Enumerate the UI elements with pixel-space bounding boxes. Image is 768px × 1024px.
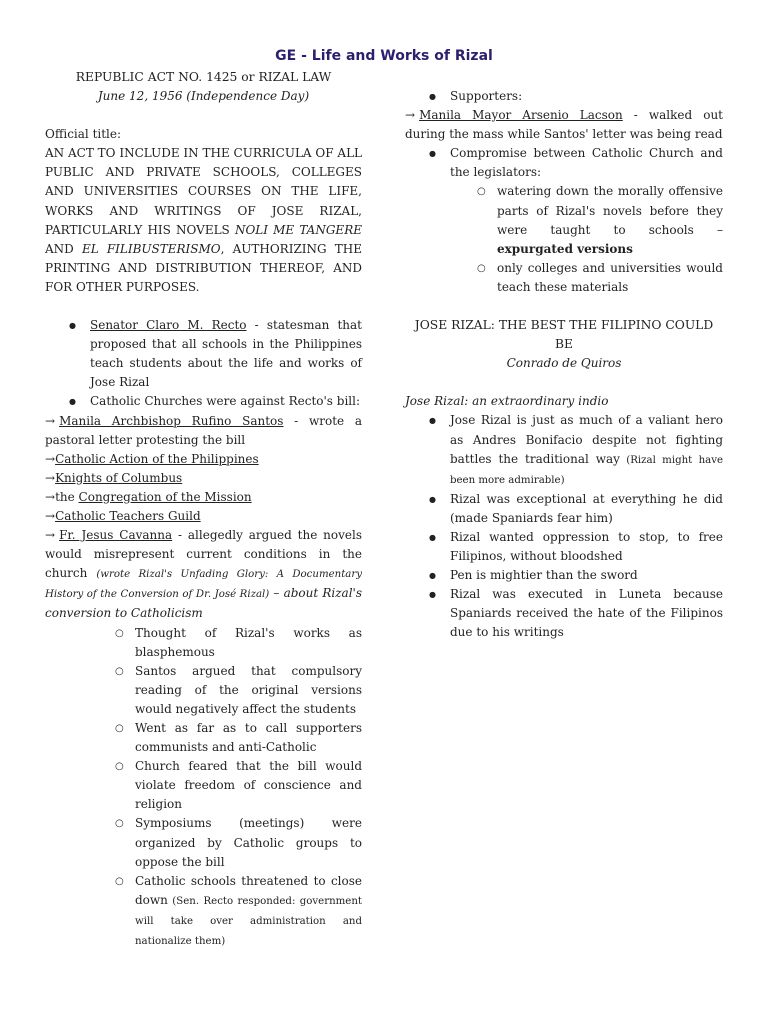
arrow-item-congregation: →the Congregation of the Mission bbox=[45, 489, 252, 504]
bullet-compromise: ● Compromise between Catholic Church and the legislators: bbox=[405, 144, 723, 182]
sub-item-communists: ○ Went as far as to call supporters communists and anti-Catholic bbox=[45, 719, 362, 757]
article-title: JOSE RIZAL: THE BEST THE FILIPINO COULD BE bbox=[414, 318, 714, 352]
sub-item-colleges: ○ only colleges and universities would teach these materials bbox=[405, 259, 723, 297]
sub-item-compulsory: ○ Santos argued that compulsory reading of the original versions would negatively affect the students bbox=[45, 662, 362, 719]
article-author: Conrado de Quiros bbox=[506, 356, 622, 371]
arrow-item-knights: →Knights of Columbus bbox=[45, 470, 183, 485]
law-title: REPUBLIC ACT NO. 1425 or RIZAL LAW bbox=[75, 70, 332, 84]
sub-item-freedom: ○ Church feared that the bill would violate freedom of conscience and religion bbox=[45, 757, 362, 814]
bullet-pen-sword: ● Pen is mightier than the sword bbox=[405, 566, 723, 585]
bullet-supporters: ● Supporters: bbox=[405, 87, 723, 106]
sub-item-blasphemous: ○ Thought of Rizal's works as blasphemous bbox=[45, 624, 362, 662]
sub-item-watering-down: ○ watering down the morally offensive parts of Rizal's novels before they were taught to schools – expurgated versions bbox=[405, 182, 723, 258]
sub-item-symposiums: ○ Symposiums (meetings) were organized by Catholic groups to oppose the bill bbox=[45, 814, 362, 871]
bullet-exceptional: ● Rizal was exceptional at everything he did (made Spaniards fear him) bbox=[405, 490, 723, 528]
arrow-item-catholic-action: →Catholic Action of the Philippines bbox=[45, 451, 259, 466]
left-column bbox=[45, 68, 362, 951]
right-column bbox=[405, 87, 723, 642]
bullet-valiant-hero: ● Jose Rizal is just as much of a valiant hero as Andres Bonifacio despite not fighting battles the traditional way (Rizal might have been more admirable) bbox=[405, 411, 723, 489]
official-title-label: Official title: bbox=[45, 127, 122, 142]
section-title: Jose Rizal: an extraordinary indio bbox=[405, 394, 609, 409]
bullet-catholic-churches: ● Catholic Churches were against Recto's bill: bbox=[45, 392, 362, 411]
official-title-text: AN ACT TO INCLUDE IN THE CURRICULA OF ALL PUBLIC AND PRIVATE SCHOOLS, COLLEGES AND UNIVERSITIES COURSES ON THE LIFE, WORKS AND WRITINGS OF JOSE RIZAL, PARTICULARLY HIS NOVELS NOLI ME TANGERE AND EL FILIBUSTERISMO, AUTHORIZING THE PRINTING AND DISTRIBUTION THEREOF, AND FOR OTHER PURPOSES. bbox=[45, 146, 362, 294]
bullet-executed: ● Rizal was executed in Luneta because Spaniards received the hate of the Filipinos due to his writings bbox=[405, 585, 723, 642]
arrow-item-teachers-guild: →Catholic Teachers Guild bbox=[45, 508, 201, 523]
arrow-item-santos: → Manila Archbishop Rufino Santos - wrote a pastoral letter protesting the bill bbox=[45, 413, 363, 447]
arrow-item-cavanna: → Fr. Jesus Cavanna - allegedly argued the novels would misrepresent current conditions in the church (wrote Rizal's Unfading Glory: A Documentary History of the Conversion of Dr. José Rizal) – about Rizal's conversion to Catholicism bbox=[45, 528, 362, 621]
bullet-recto: ● Senator Claro M. Recto - statesman that proposed that all schools in the Philippines teach students about the life and works of Jose Rizal bbox=[45, 316, 362, 392]
sub-item-close-down: ○ Catholic schools threatened to close down (Sen. Recto responded: government will take over administration and nationalize them) bbox=[45, 872, 362, 951]
page-title: GE - Life and Works of Rizal bbox=[275, 48, 493, 64]
bullet-oppression: ● Rizal wanted oppression to stop, to free Filipinos, without bloodshed bbox=[405, 528, 723, 566]
law-date: June 12, 1956 (Independence Day) bbox=[97, 89, 310, 104]
arrow-item-lacson: → Manila Mayor Arsenio Lacson - walked out during the mass while Santos' letter was being read bbox=[405, 108, 723, 142]
